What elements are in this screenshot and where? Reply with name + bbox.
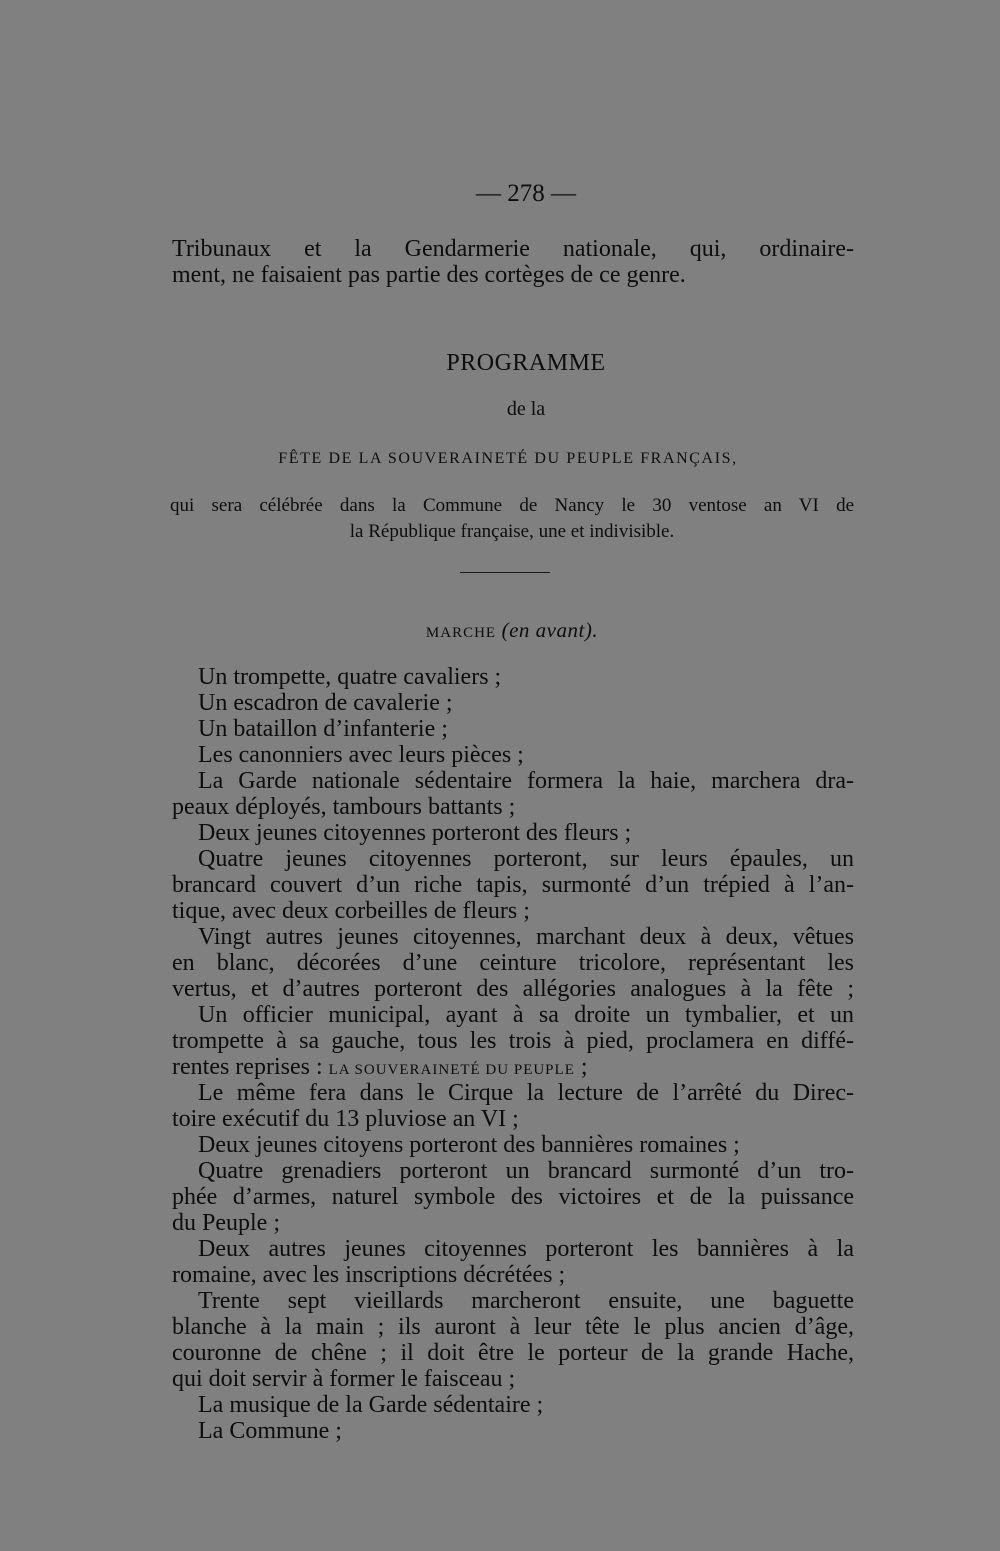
fete-title: FÊTE DE LA SOUVERAINETÉ DU PEUPLE FRANÇAIS, — [278, 450, 738, 467]
page-number: — 278 — — [476, 180, 576, 207]
section-label — [12, 618, 1000, 643]
programme-heading: PROGRAMME — [446, 350, 606, 376]
list-item-continuation: qui doit servir à former le faisceau ; — [172, 1366, 516, 1392]
list-item-continuation: phée d’armes, naturel symbole des victoires et de la puissance — [172, 1184, 854, 1210]
programme-description — [170, 493, 854, 545]
list-item-continuation: tique, avec deux corbeilles de fleurs ; — [172, 898, 530, 924]
section-label-text: MARCHE — [425, 625, 497, 641]
list-item: Deux autres jeunes citoyennes porteront les bannières à la — [198, 1236, 854, 1262]
programme-list — [172, 664, 854, 1444]
intro-line: Tribunaux et la Gendarmerie nationale, qui, ordinaire- — [172, 236, 854, 262]
list-item: Un trompette, quatre cavaliers ; — [198, 664, 502, 690]
list-item-continuation: couronne de chêne ; il doit être le porteur de la grande Hache, — [172, 1340, 854, 1366]
list-item: Deux jeunes citoyennes porteront des fleurs ; — [198, 820, 632, 846]
list-item-continuation: toire exécutif du 13 pluviose an VI ; — [172, 1106, 519, 1132]
list-item: Quatre grenadiers porteront un brancard surmonté d’un tro- — [198, 1158, 854, 1184]
intro-paragraph — [172, 236, 854, 288]
list-item: Le même fera dans le Cirque la lecture de l’arrêté du Direc- — [198, 1080, 854, 1106]
description-line: la République française, une et indivisible. — [349, 521, 675, 542]
proclamation-lead: rentes reprises : — [172, 1054, 329, 1080]
programme-subheading: de la — [506, 398, 546, 420]
list-item-continuation: vertus, et d’autres porteront des allégories analogues à la fête ; — [172, 976, 854, 1002]
list-item-continuation — [172, 1054, 854, 1080]
list-item: La Commune ; — [198, 1418, 342, 1444]
list-item: Vingt autres jeunes citoyennes, marchant deux à deux, vêtues — [198, 924, 854, 950]
proclamation-tail: ; — [574, 1054, 588, 1080]
list-item-continuation: du Peuple ; — [172, 1210, 280, 1236]
list-item-continuation: blanche à la main ; ils auront à leur tête le plus ancien d’âge, — [172, 1314, 854, 1340]
list-item: Trente sept vieillards marcheront ensuite, une baguette — [198, 1288, 854, 1314]
list-item-continuation: peaux déployés, tambours battants ; — [172, 794, 516, 820]
proclamation-smallcaps: LA SOUVERAINETÉ DU PEUPLE — [328, 1062, 575, 1078]
section-divider — [460, 572, 550, 573]
list-item: Un bataillon d’infanterie ; — [198, 716, 448, 742]
list-item: Deux jeunes citoyens porteront des bannières romaines ; — [198, 1132, 740, 1158]
list-item-continuation: romaine, avec les inscriptions décrétées ; — [172, 1262, 566, 1288]
list-item-continuation: brancard couvert d’un riche tapis, surmonté d’un trépied à l’an- — [172, 872, 854, 898]
list-item: La musique de la Garde sédentaire ; — [198, 1392, 544, 1418]
description-line: qui sera célébrée dans la Commune de Nancy le 30 ventose an VI de — [170, 495, 854, 516]
list-item: Les canonniers avec leurs pièces ; — [198, 742, 524, 768]
list-item: Un escadron de cavalerie ; — [198, 690, 453, 716]
list-item: Un officier municipal, ayant à sa droite un tymbalier, et un — [198, 1002, 854, 1028]
section-label-italic: (en avant). — [501, 618, 599, 642]
list-item-continuation: trompette à sa gauche, tous les trois à pied, proclamera en diffé- — [172, 1028, 854, 1054]
intro-line: ment, ne faisaient pas partie des cortèges de ce genre. — [172, 262, 686, 288]
list-item: Quatre jeunes citoyennes porteront, sur leurs épaules, un — [198, 846, 854, 872]
list-item-continuation: en blanc, décorées d’une ceinture tricolore, représentant les — [172, 950, 854, 976]
list-item: La Garde nationale sédentaire formera la haie, marchera dra- — [198, 768, 854, 794]
